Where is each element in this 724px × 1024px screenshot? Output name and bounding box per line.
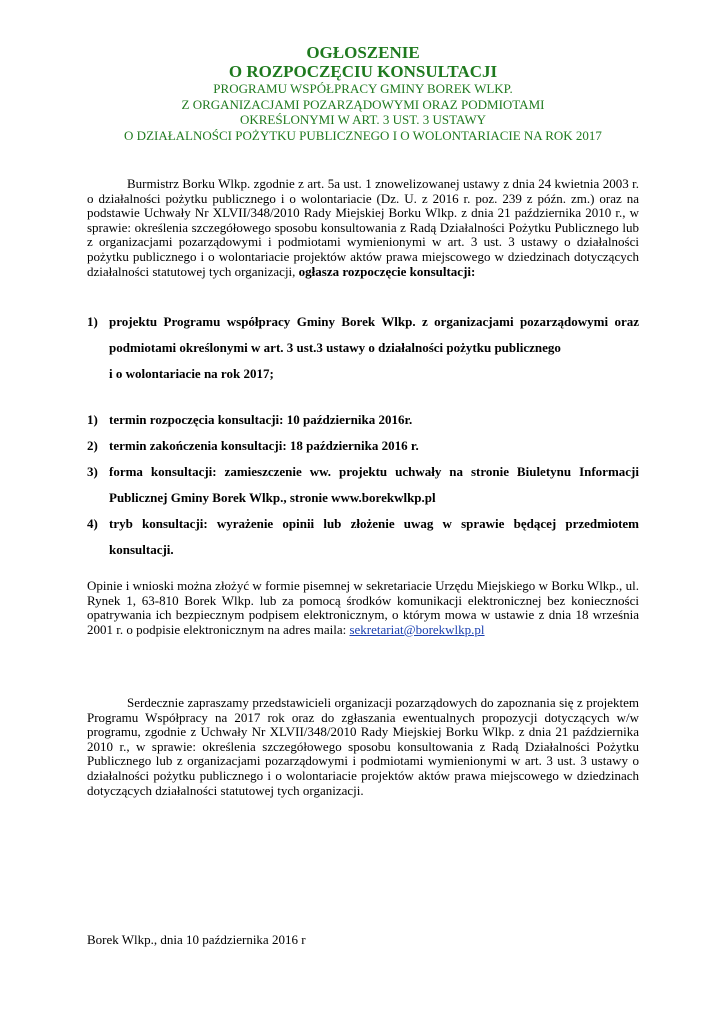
invitation-paragraph [87, 696, 639, 798]
place-date: Borek Wlkp., dnia 10 października 2016 r [87, 932, 306, 947]
list-item-number: 1) [87, 314, 98, 329]
list-item [87, 433, 639, 459]
list-item-text: projektu Programu współpracy Gminy Borek Wlkp. z organizacjami pozarządowymi oraz podmiotami określonymi w art. 3 ust.3 ustawy o działalności pożytku publicznego [109, 314, 639, 355]
invitation-text: Serdecznie zapraszamy przedstawicieli organizacji pozarządowych do zapoznania się z projektem Programu Współpracy na 2017 rok oraz do zgłaszania ewentualnych propozycji dotyczących w/w programu, zgodnie z Uchwały Nr XLVII/348/2010 Rady Miejskiej Borku Wlkp. z dnia 21 października 2010 r., w sprawie: określenia szczegółowego sposobu konsultowania z Radą Działalności Pożytku Publicznego lub z organizacjami pozarządowymi i podmiotami wymienionymi w art. 3 ust. 3 ustawy o działalności pożytku publicznego i o wolontariacie projektów aktów prawa miejscowego w dziedzinach dotyczących działalności statutowej tych organizacji. [87, 695, 639, 798]
list-item-text: termin zakończenia konsultacji: 18 października 2016 r. [109, 438, 419, 453]
list-item-text: forma konsultacji: zamieszczenie ww. projektu uchwały na stronie Biuletynu Informacji Publicznej Gminy Borek Wlkp., stronie www.borekwlkp.pl [109, 464, 639, 505]
announcement-header [87, 43, 639, 143]
header-subtitle-4: O DZIAŁALNOŚCI POŻYTKU PUBLICZNEGO I O WOLONTARIACIE NA ROK 2017 [124, 127, 602, 143]
header-subtitle-1: PROGRAMU WSPÓŁPRACY GMINY BOREK WLKP. [213, 81, 513, 96]
opinions-paragraph [87, 579, 639, 637]
list-item-text-continued: i o wolontariacie na rok 2017; [109, 366, 274, 381]
list-item [87, 407, 639, 433]
list-item-number: 3) [87, 464, 98, 479]
list-item [87, 459, 639, 511]
project-list [87, 309, 639, 387]
intro-text: Burmistrz Borku Wlkp. zgodnie z art. 5a ust. 1 znowelizowanej ustawy z dnia 24 kwietnia 2003 r. o działalności pożytku publicznego i o wolontariacie (Dz. U. z 2016 r. poz. 239 z późn. zm.) oraz na podstawie Uchwały Nr XLVII/348/2010 Rady Miejskiej Borku Wlkp. z dnia 21 października 2010 r., w sprawie: określenia szczegółowego sposobu konsultowania z Radą Działalności Pożytku Publicznego lub z organizacjami pozarządowymi i podmiotami wymienionymi w art. 3 ust. 3 ustawy o działalności pożytku publicznego i o wolontariacie projektów aktów prawa miejscowego w dziedzinach dotyczących działalności statutowej tych organizacji, [87, 176, 639, 279]
list-item [87, 309, 639, 387]
header-title: OGŁOSZENIE [306, 43, 420, 62]
list-item-text: termin rozpoczęcia konsultacji: 10 października 2016r. [109, 412, 413, 427]
header-title-2: O ROZPOCZĘCIU KONSULTACJI [228, 62, 498, 81]
intro-paragraph [87, 177, 639, 279]
opinions-text: Opinie i wnioski można złożyć w formie pisemnej w sekretariacie Urzędu Miejskiego w Borku Wlkp., ul. Rynek 1, 63-810 Borek Wlkp. lub za pomocą środków komunikacji elektronicznej bez konieczności opatrywania ich bezpiecznym podpisem elektronicznym, o którym mowa w ustawie z dnia 18 września 2001 r. o podpisie elektronicznym na adres maila: [87, 578, 639, 637]
header-subtitle-3: OKREŚLONYMI W ART. 3 UST. 3 USTAWY [239, 112, 487, 127]
list-item-number: 2) [87, 438, 98, 453]
intro-bold-text: ogłasza rozpoczęcie konsultacji: [298, 263, 476, 279]
list-item-number: 4) [87, 516, 98, 531]
consultation-list [87, 407, 639, 563]
list-item-number: 1) [87, 412, 98, 427]
list-item [87, 511, 639, 563]
email-link[interactable]: sekretariat@borekwlkp.pl [349, 621, 485, 637]
header-subtitle-2: Z ORGANIZACJAMI POZARZĄDOWYMI ORAZ PODMIOTAMI [181, 96, 545, 112]
list-item-text: tryb konsultacji: wyrażenie opinii lub złożenie uwag w sprawie będącej przedmiotem konsultacji. [109, 516, 639, 557]
